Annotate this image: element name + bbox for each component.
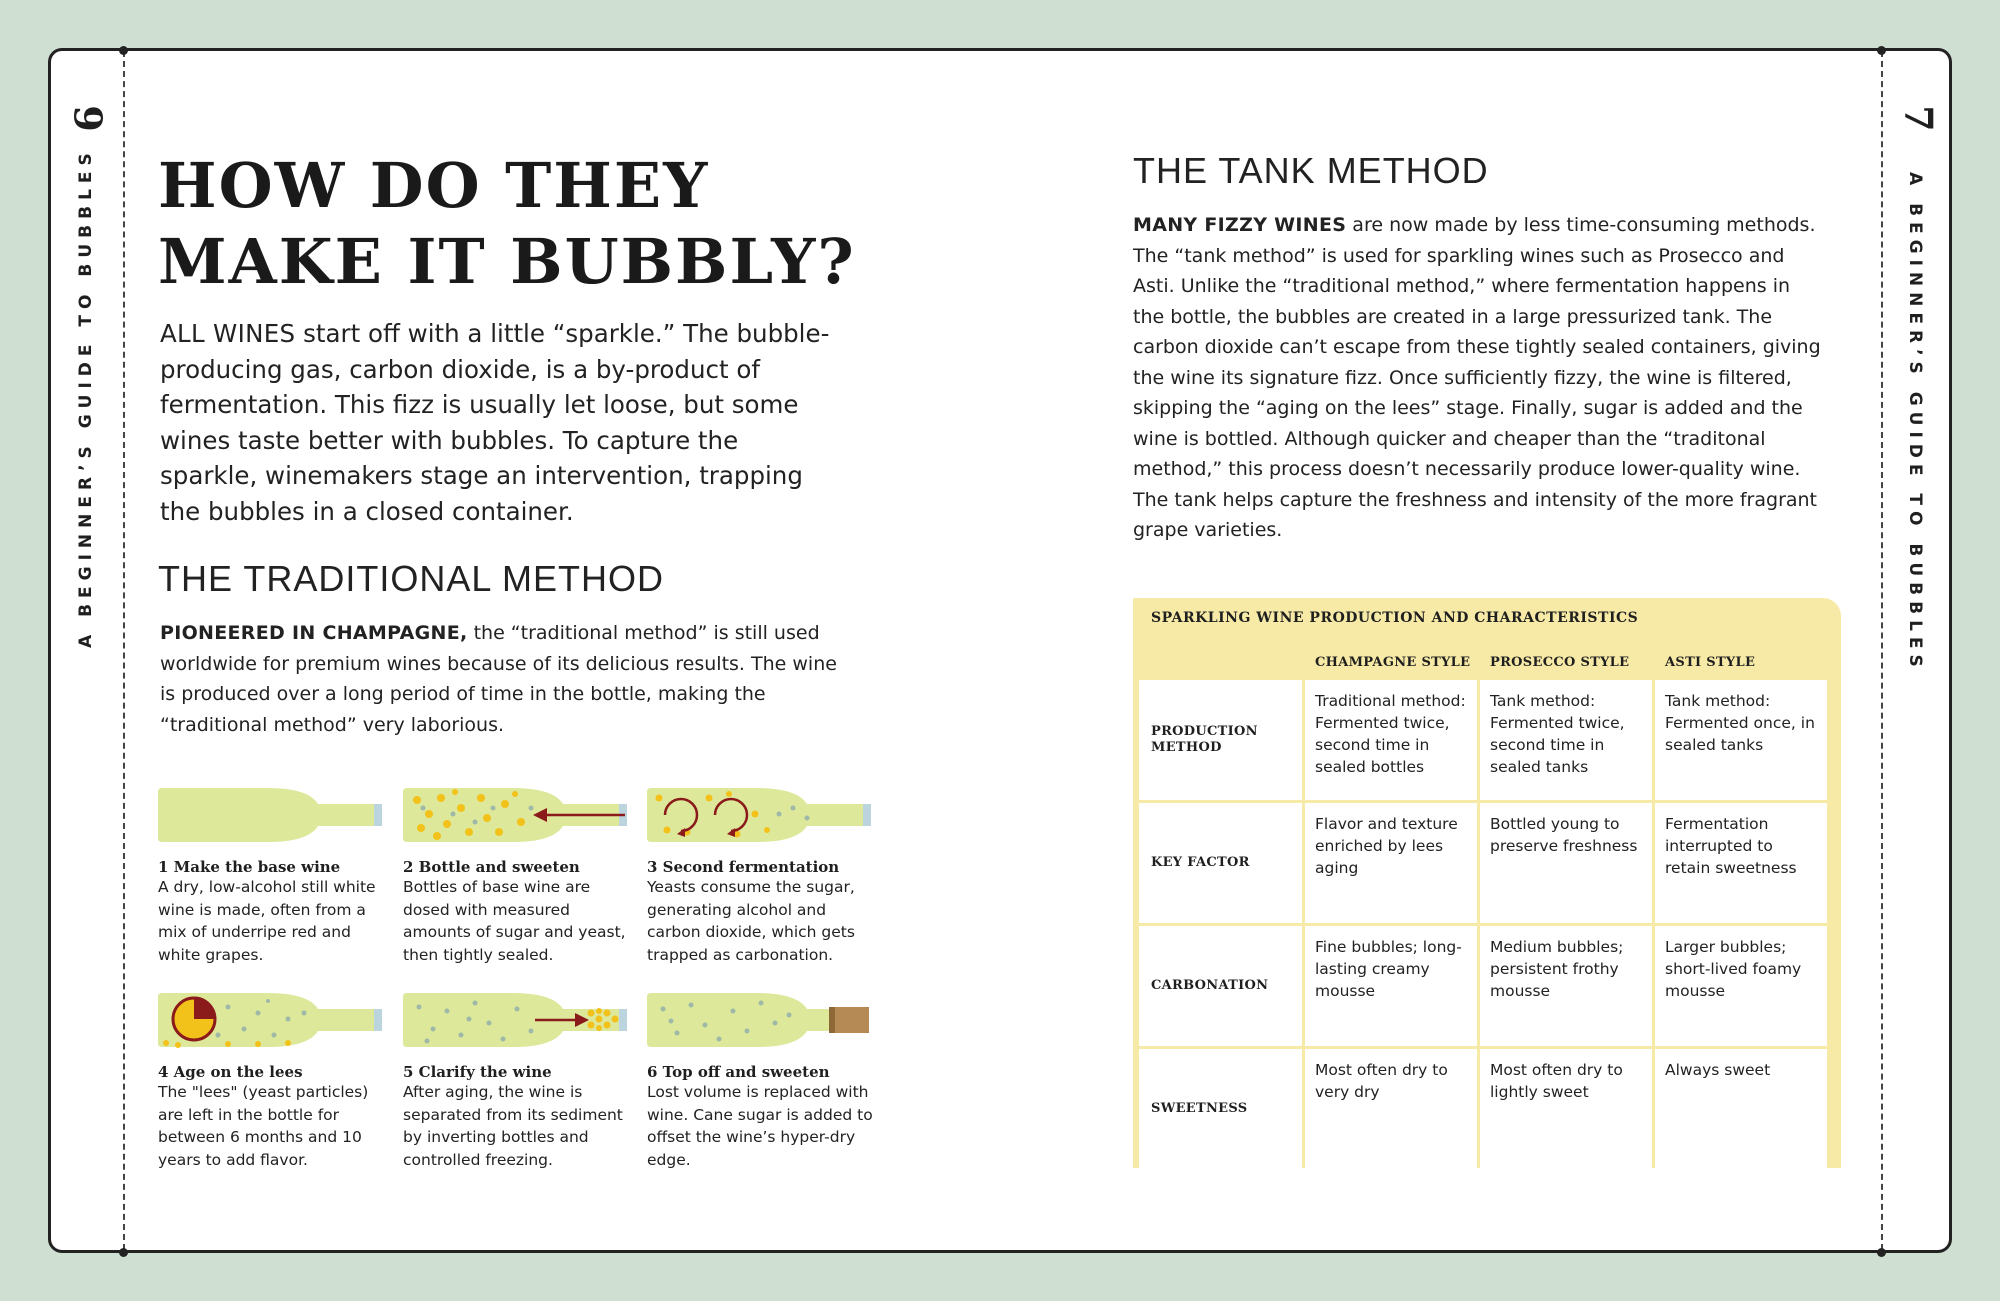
table-cell: Traditional method: Fermented twice, second time in sealed bottles	[1305, 680, 1477, 800]
second-fermentation-icon	[647, 784, 877, 846]
traditional-method-heading: THE TRADITIONAL METHOD	[158, 558, 665, 599]
table-cell: Medium bubbles; persistent frothy mousse	[1480, 926, 1652, 1046]
running-head-right: A BEGINNER’S GUIDE TO BUBBLES	[1905, 172, 1925, 673]
table-grid	[1136, 644, 1830, 1172]
step-title: 5 Clarify the wine	[403, 1063, 552, 1081]
step-description: Bottles of base wine are dosed with measured amounts of sugar and yeast, then tightly sealed.	[403, 878, 626, 964]
table-row	[1139, 680, 1827, 800]
table-cell: Flavor and texture enriched by lees aging	[1305, 803, 1477, 923]
table-cell: Always sweet	[1655, 1049, 1827, 1169]
step-title: 4 Age on the lees	[158, 1063, 303, 1081]
table-cell: Tank method: Fermented twice, second time in sealed tanks	[1480, 680, 1652, 800]
step-1	[158, 784, 390, 966]
table-row	[1139, 1049, 1827, 1169]
row-header: PRODUCTION METHOD	[1139, 680, 1302, 800]
page-number-left: 6	[66, 105, 112, 132]
table-row	[1139, 926, 1827, 1046]
title-line-2: MAKE IT BUBBLY?	[158, 225, 856, 298]
table-header-row	[1139, 647, 1827, 677]
step-title: 3 Second fermentation	[647, 858, 840, 876]
intro-paragraph	[160, 316, 840, 529]
step-description: The "lees" (yeast particles) are left in the bottle for between 6 months and 10 years to add flavor.	[158, 1083, 369, 1169]
step-3	[647, 784, 879, 966]
title-line-1: HOW DO THEY	[158, 149, 710, 222]
table-caption: SPARKLING WINE PRODUCTION AND CHARACTERISTICS	[1151, 610, 1639, 626]
comparison-table	[1133, 598, 1841, 1168]
traditional-method-paragraph	[160, 618, 840, 740]
step-description: Lost volume is replaced with wine. Cane sugar is added to offset the wine’s hyper-dry edge.	[647, 1083, 873, 1169]
step-2	[403, 784, 635, 966]
rule-dot	[119, 1248, 128, 1257]
table-cell: Bottled young to preserve freshness	[1480, 803, 1652, 923]
step-title: 2 Bottle and sweeten	[403, 858, 580, 876]
column-header: PROSECCO STYLE	[1480, 647, 1652, 677]
row-header: KEY FACTOR	[1139, 803, 1302, 923]
table-cell: Most often dry to very dry	[1305, 1049, 1477, 1169]
row-header: CARBONATION	[1139, 926, 1302, 1046]
top-off-sweeten-icon	[647, 989, 877, 1051]
running-head-left: A BEGINNER’S GUIDE TO BUBBLES	[76, 147, 96, 648]
table-row	[1139, 803, 1827, 923]
table-cell: Tank method: Fermented once, in sealed tanks	[1655, 680, 1827, 800]
age-on-lees-icon	[158, 989, 388, 1051]
bottle-sweeten-icon	[403, 784, 633, 846]
page-title	[158, 148, 878, 300]
step-description: A dry, low-alcohol still white wine is made, often from a mix of underripe red and white grapes.	[158, 878, 376, 964]
step-4	[158, 989, 390, 1171]
table-cell: Fermentation interrupted to retain sweetness	[1655, 803, 1827, 923]
row-header: SWEETNESS	[1139, 1049, 1302, 1169]
tank-method-paragraph	[1133, 210, 1823, 546]
step-title: 1 Make the base wine	[158, 858, 341, 876]
step-title: 6 Top off and sweeten	[647, 1063, 830, 1081]
table-cell: Most often dry to lightly sweet	[1480, 1049, 1652, 1169]
trad-lead: PIONEERED IN CHAMPAGNE,	[160, 622, 468, 644]
base-wine-bottle-icon	[158, 784, 388, 846]
step-description: After aging, the wine is separated from its sediment by inverting bottles and controlled freezing.	[403, 1083, 623, 1169]
rule-dot	[1877, 1248, 1886, 1257]
table-cell: Fine bubbles; long-lasting creamy mousse	[1305, 926, 1477, 1046]
tank-text: are now made by less time-consuming methods. The “tank method” is used for sparkling wines such as Prosecco and Asti. Unlike the “traditional method,” where fermentation happens in the bottle, the bubbles are created in a large pressurized tank. The carbon dioxide can’t escape from these tightly sealed containers, giving the wine its signature fizz. Once sufficiently fizzy, the wine is filtered, skipping the “aging on the lees” stage. Finally, sugar is added and the wine is bottled. Although quicker and cheaper than the “traditonal method,” this process doesn’t necessarily produce lower-quality wine. The tank helps capture the freshness and intensity of the more fragrant grape varieties.	[1133, 214, 1821, 541]
left-margin-rule	[123, 51, 125, 1250]
table-cell: Larger bubbles; short-lived foamy mousse	[1655, 926, 1827, 1046]
tank-method-heading: THE TANK METHOD	[1133, 150, 1489, 191]
step-5	[403, 989, 635, 1171]
tank-lead: MANY FIZZY WINES	[1133, 214, 1347, 236]
table-corner	[1139, 647, 1302, 677]
trad-text: the “traditional method” is still used worldwide for premium wines because of its delicious results. The wine is produced over a long period of time in the bottle, making the “traditional method” very laborious.	[160, 622, 837, 736]
column-header: ASTI STYLE	[1655, 647, 1827, 677]
rule-dot	[119, 46, 128, 55]
step-6	[647, 989, 879, 1171]
column-header: CHAMPAGNE STYLE	[1305, 647, 1477, 677]
rule-dot	[1877, 46, 1886, 55]
right-margin-rule	[1881, 51, 1883, 1250]
step-description: Yeasts consume the sugar, generating alcohol and carbon dioxide, which gets trapped as carbonation.	[647, 878, 855, 964]
clarify-wine-icon	[403, 989, 633, 1051]
page-number-right: 7	[1896, 105, 1942, 132]
intro-lead: ALL WINES	[160, 319, 296, 348]
intro-text: start off with a little “sparkle.” The bubble-producing gas, carbon dioxide, is a by-product of fermentation. This fizz is usually let loose, but some wines taste better with bubbles. To capture the sparkle, winemakers stage an intervention, trapping the bubbles in a closed container.	[160, 319, 830, 526]
